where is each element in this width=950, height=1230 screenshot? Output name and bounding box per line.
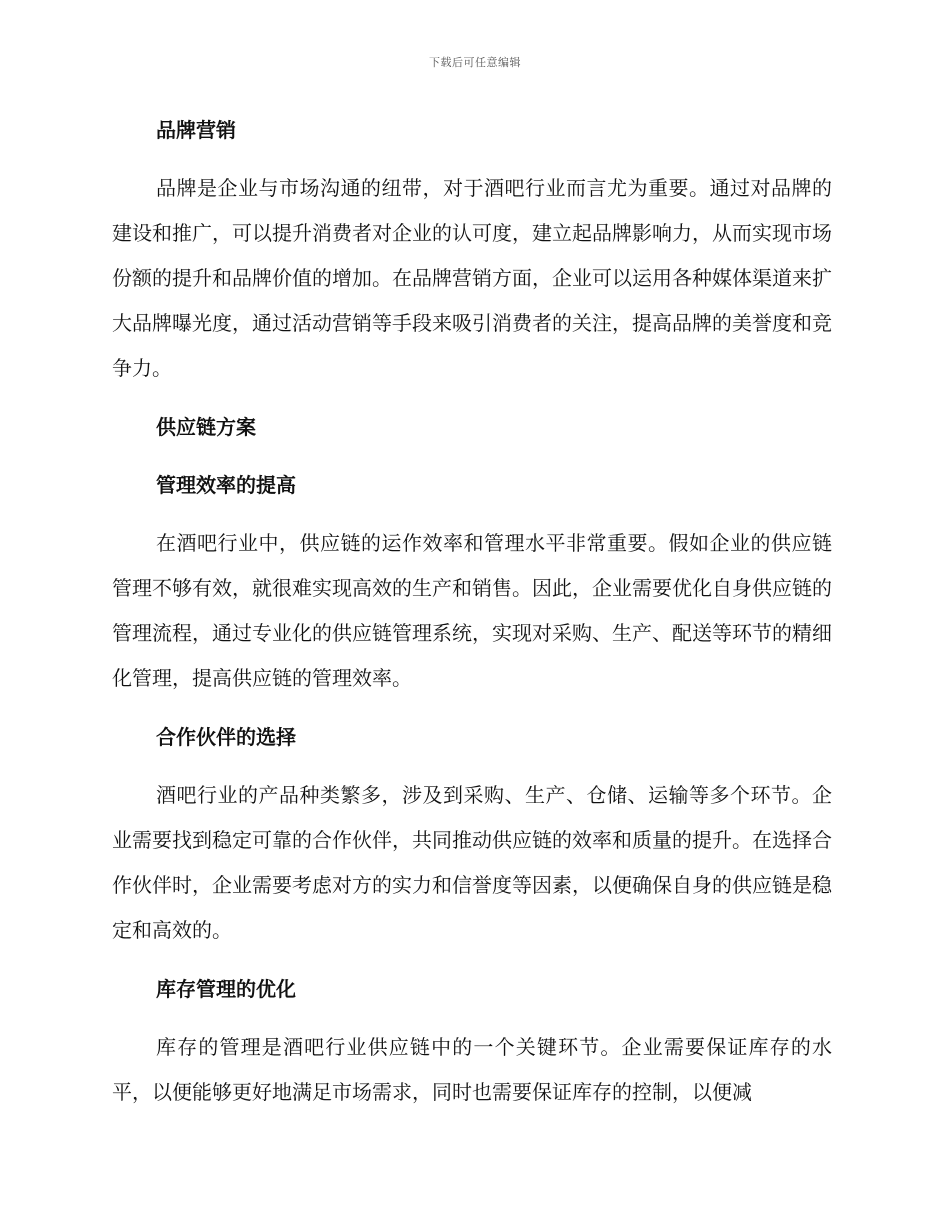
- section-heading-brand-marketing: 品牌营销: [156, 118, 236, 142]
- section-heading-supply-chain: 供应链方案: [156, 415, 256, 439]
- section-heading-partner-selection: 合作伙伴的选择: [156, 725, 296, 749]
- paragraph-management-efficiency: 在酒吧行业中，供应链的运作效率和管理水平非常重要。假如企业的供应链管理不够有效，就很难实现高效的生产和销售。因此，企业需要优化自身供应链的管理流程，通过专业化的供应链管理系统，实现对采购、生产、配送等环节的精细化管理，提高供应链的管理效率。: [112, 531, 832, 690]
- paragraph-inventory-optimization: 库存的管理是酒吧行业供应链中的一个关键环节。企业需要保证库存的水平，以便能够更好地满足市场需求，同时也需要保证库存的控制，以便减: [112, 1035, 832, 1104]
- paragraph-partner-selection: 酒吧行业的产品种类繁多，涉及到采购、生产、仓储、运输等多个环节。企业需要找到稳定可靠的合作伙伴，共同推动供应链的效率和质量的提升。在选择合作伙伴时，企业需要考虑对方的实力和信誉度等因素，以便确保自身的供应链是稳定和高效的。: [112, 783, 832, 942]
- page-header-note: 下载后可任意编辑: [429, 56, 521, 69]
- section-heading-inventory-optimization: 库存管理的优化: [156, 977, 296, 1001]
- paragraph-brand-marketing: 品牌是企业与市场沟通的纽带，对于酒吧行业而言尤为重要。通过对品牌的建设和推广，可以提升消费者对企业的认可度，建立起品牌影响力，从而实现市场份额的提升和品牌价值的增加。在品牌营销方面，企业可以运用各种媒体渠道来扩大品牌曝光度，通过活动营销等手段来吸引消费者的关注，提高品牌的美誉度和竞争力。: [112, 176, 832, 380]
- document-body: [112, 108, 832, 1115]
- section-heading-management-efficiency: 管理效率的提高: [156, 473, 296, 497]
